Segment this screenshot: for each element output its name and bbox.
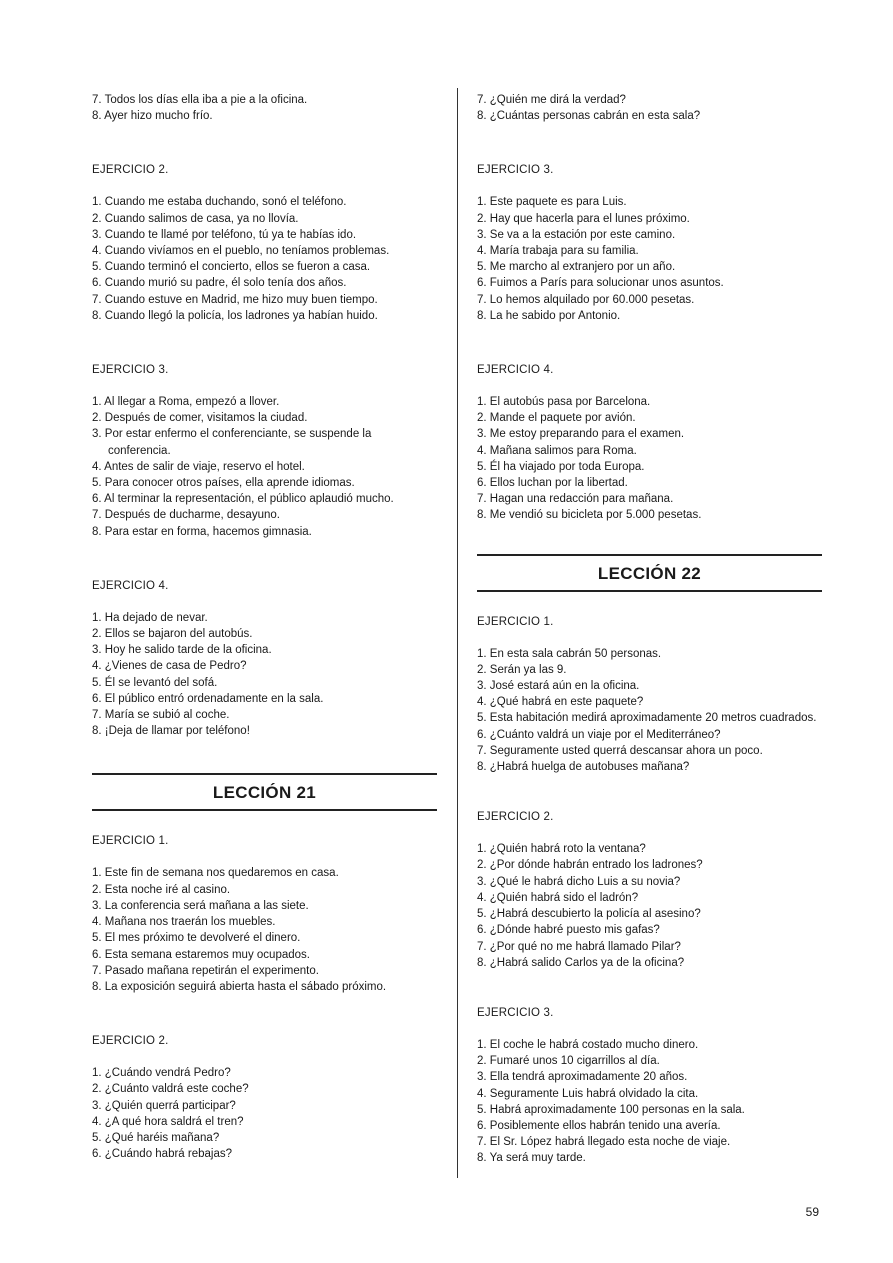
page-number: 59 [805, 1205, 819, 1219]
list-item: 5. Él ha viajado por toda Europa. [477, 460, 645, 473]
lesson-21-header [92, 773, 437, 811]
list-item: 4. ¿Quién habrá sido el ladrón? [477, 891, 639, 904]
list-item: 2. Esta noche iré al casino. [92, 883, 231, 896]
list-item: 2. Mande el paquete por avión. [477, 412, 636, 425]
list-item: 1. Este fin de semana nos quedaremos en casa. [92, 867, 339, 880]
lesson-22-header [477, 554, 822, 592]
list-item: 5. Esta habitación medirá aproximadamente 20 metros cuadrados. [477, 712, 817, 725]
exercise-list [477, 646, 822, 776]
exercise-heading: EJERCICIO 3. [477, 1006, 554, 1019]
list-item: 6. ¿Cuándo habrá rebajas? [92, 1148, 233, 1161]
list-item: 2. Cuando salimos de casa, ya no llovía. [92, 212, 299, 225]
list-item: 1. ¿Quién habrá roto la ventana? [477, 843, 646, 856]
list-item: 1. Cuando me estaba duchando, sonó el teléfono. [92, 196, 347, 209]
lesson-title: LECCIÓN 22 [597, 563, 702, 583]
list-item: 3. Me estoy preparando para el examen. [477, 428, 685, 441]
list-item: 2. ¿Cuánto valdrá este coche? [92, 1083, 249, 1096]
list-item: 8. Para estar en forma, hacemos gimnasia. [92, 525, 312, 538]
list-item: 3. Por estar enfermo el conferenciante, se suspende la conferencia. [92, 428, 372, 457]
list-item: 3. Hoy he salido tarde de la oficina. [92, 644, 272, 657]
list-item: 4. Mañana salimos para Roma. [477, 444, 637, 457]
list-item: 8. La he sabido por Antonio. [477, 309, 621, 322]
list-item: 2. ¿Por dónde habrán entrado los ladrones? [477, 859, 703, 872]
list-item: 8. Me vendió su bicicleta por 5.000 pesetas. [477, 509, 702, 522]
list-item: 5. Él se levantó del sofá. [92, 676, 218, 689]
list-item: 4. María trabaja para su familia. [477, 245, 639, 258]
exercise-heading: EJERCICIO 1. [92, 835, 169, 848]
list-item: 1. En esta sala cabrán 50 personas. [477, 647, 662, 660]
exercise-4-left [92, 578, 437, 740]
list-item: 7. ¿Quién me dirá la verdad? [477, 94, 626, 106]
exercise-3-left [92, 362, 437, 540]
list-item: 5. El mes próximo te devolveré el dinero. [92, 932, 301, 945]
lesson-21-exercise-1 [92, 833, 437, 995]
exercise-list [92, 394, 437, 540]
exercise-heading: EJERCICIO 3. [92, 364, 169, 377]
list-item: 5. ¿Qué haréis mañana? [92, 1131, 220, 1144]
exercise-list [477, 194, 822, 324]
list-item: 5. Habrá aproximadamente 100 personas en la sala. [477, 1103, 745, 1116]
exercise-heading: EJERCICIO 4. [92, 579, 169, 592]
exercise-heading: EJERCICIO 2. [92, 164, 169, 177]
list-item: 3. ¿Qué le habrá dicho Luis a su novia? [477, 875, 681, 888]
list-item: 8. Cuando llegó la policía, los ladrones ya habían huido. [92, 309, 378, 322]
list-item: 8. ¡Deja de llamar por teléfono! [92, 725, 250, 738]
list-item: 8. ¿Habrá huelga de autobuses mañana? [477, 761, 690, 774]
list-item: 3. Se va a la estación por este camino. [477, 228, 676, 241]
list-item: 3. Cuando te llamé por teléfono, tú ya te habías ido. [92, 228, 357, 241]
exercise-list [477, 1037, 822, 1167]
list-item: 6. Al terminar la representación, el público aplaudió mucho. [92, 493, 394, 506]
exercise-list [92, 194, 437, 324]
list-item: 1. Ha dejado de nevar. [92, 611, 208, 624]
list-item: 3. Ella tendrá aproximadamente 20 años. [477, 1071, 688, 1084]
list-item: 7. Cuando estuve en Madrid, me hizo muy buen tiempo. [92, 293, 378, 306]
list-item: 5. Me marcho al extranjero por un año. [477, 261, 676, 274]
list-item: 1. ¿Cuándo vendrá Pedro? [92, 1067, 231, 1080]
list-item: 4. ¿Qué habrá en este paquete? [477, 696, 644, 709]
exercise-3-right [477, 162, 822, 324]
list-item: 6. Fuimos a París para solucionar unos asuntos. [477, 277, 724, 290]
list-item: 8. ¿Cuántas personas cabrán en esta sala? [477, 110, 701, 123]
lesson-22-exercise-3 [477, 1005, 822, 1167]
list-item: 2. Fumaré unos 10 cigarrillos al día. [477, 1055, 660, 1068]
list-item: 2. Serán ya las 9. [477, 663, 567, 676]
list-item: 6. Posiblemente ellos habrán tenido una avería. [477, 1119, 721, 1132]
exercise-list [92, 865, 437, 995]
list-item: 3. ¿Quién querrá participar? [92, 1099, 236, 1112]
list-item: 7. María se subió al coche. [92, 709, 230, 722]
exercise-heading: EJERCICIO 1. [477, 615, 554, 628]
list-item: 7. El Sr. López habrá llegado esta noche de viaje. [477, 1136, 731, 1149]
exercise-list [477, 394, 822, 524]
list-item: 7. ¿Por qué no me habrá llamado Pilar? [477, 940, 681, 953]
exercise-heading: EJERCICIO 2. [92, 1035, 169, 1048]
list-item: 3. La conferencia será mañana a las siete. [92, 899, 309, 912]
list-item: 2. Ellos se bajaron del autobús. [92, 628, 253, 641]
list-item: 6. Ellos luchan por la libertad. [477, 477, 628, 490]
list-item: 7. Todos los días ella iba a pie a la oficina. [92, 94, 308, 106]
list-item: 4. Cuando vivíamos en el pueblo, no teníamos problemas. [92, 245, 390, 258]
list-item: 6. El público entró ordenadamente en la sala. [92, 692, 324, 705]
intro-list-left [92, 92, 437, 124]
lesson-22-exercise-2 [477, 809, 822, 971]
exercise-list [92, 1065, 437, 1162]
list-item: 7. Seguramente usted querrá descansar ahora un poco. [477, 744, 763, 757]
exercise-4-right [477, 362, 822, 524]
list-item: 5. Para conocer otros países, ella aprende idiomas. [92, 477, 355, 490]
lesson-21-exercise-2 [92, 1033, 437, 1162]
lesson-title: LECCIÓN 21 [212, 783, 317, 803]
column-divider [457, 88, 458, 1178]
list-item: 7. Hagan una redacción para mañana. [477, 493, 674, 506]
list-item: 8. ¿Habrá salido Carlos ya de la oficina? [477, 956, 685, 969]
list-item: 4. Seguramente Luis habrá olvidado la cita. [477, 1087, 699, 1100]
list-item: 6. ¿Dónde habré puesto mis gafas? [477, 924, 660, 937]
list-item: 1. Este paquete es para Luis. [477, 196, 627, 209]
left-column [92, 92, 437, 1162]
list-item: 7. Pasado mañana repetirán el experimento. [92, 964, 319, 977]
list-item: 7. Después de ducharme, desayuno. [92, 509, 280, 522]
exercise-heading: EJERCICIO 2. [477, 811, 554, 824]
exercise-heading: EJERCICIO 3. [477, 164, 554, 177]
list-item: 6. ¿Cuánto valdrá un viaje por el Mediterráneo? [477, 728, 721, 741]
exercise-2-left [92, 162, 437, 324]
exercise-list [92, 610, 437, 740]
list-item: 5. ¿Habrá descubierto la policía al asesino? [477, 908, 701, 921]
list-item: 8. La exposición seguirá abierta hasta el sábado próximo. [92, 980, 387, 993]
list-item: 3. José estará aún en la oficina. [477, 680, 640, 693]
list-item: 5. Cuando terminó el concierto, ellos se fueron a casa. [92, 261, 371, 274]
list-item: 1. Al llegar a Roma, empezó a llover. [92, 396, 280, 409]
list-item: 8. Ayer hizo mucho frío. [92, 110, 213, 123]
list-item: 8. Ya será muy tarde. [477, 1152, 586, 1165]
list-item: 2. Después de comer, visitamos la ciudad. [92, 412, 308, 425]
list-item: 6. Cuando murió su padre, él solo tenía dos años. [92, 277, 347, 290]
intro-list-right [477, 92, 822, 124]
exercise-list [477, 841, 822, 971]
list-item: 4. ¿A qué hora saldrá el tren? [92, 1115, 244, 1128]
right-column [477, 92, 822, 1167]
exercise-heading: EJERCICIO 4. [477, 364, 554, 377]
list-item: 1. El autobús pasa por Barcelona. [477, 396, 651, 409]
list-item: 4. Mañana nos traerán los muebles. [92, 916, 276, 929]
list-item: 2. Hay que hacerla para el lunes próximo. [477, 212, 690, 225]
list-item: 1. El coche le habrá costado mucho dinero. [477, 1038, 699, 1051]
list-item: 4. Antes de salir de viaje, reservo el hotel. [92, 460, 305, 473]
list-item: 7. Lo hemos alquilado por 60.000 pesetas. [477, 293, 695, 306]
lesson-22-exercise-1 [477, 614, 822, 776]
list-item: 4. ¿Vienes de casa de Pedro? [92, 660, 247, 673]
list-item: 6. Esta semana estaremos muy ocupados. [92, 948, 310, 961]
